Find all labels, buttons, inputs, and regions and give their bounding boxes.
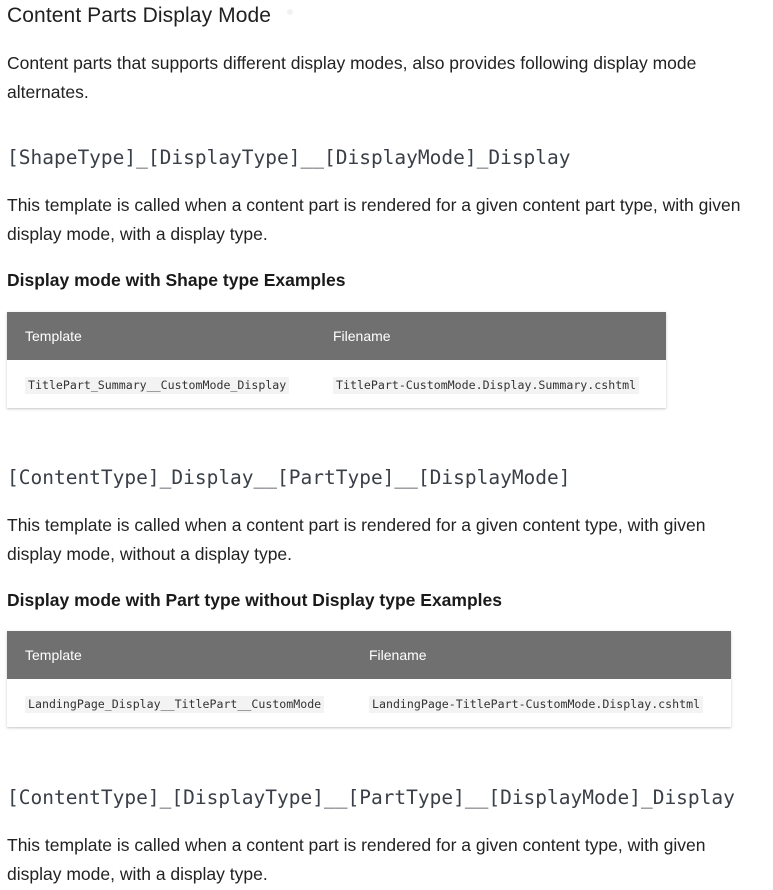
section-3-description: This template is called when a content part is rendered for a given content type, with given display mode, with a display type. [7,835,706,884]
column-header-template: Template [25,647,82,663]
heading-anchor-icon[interactable] [287,9,293,15]
section-2-examples-table [7,631,731,727]
template-cell: LandingPage_Display__TitlePart__CustomMode [25,696,324,713]
template-cell: TitlePart_Summary__CustomMode_Display [25,377,289,394]
column-header-filename: Filename [369,647,427,663]
section-1-description: This template is called when a content part is rendered for a given content part type, with given display mode, with a display type. [7,195,741,244]
section-1-examples-table [7,312,666,408]
intro-paragraph: Content parts that supports different display modes, also provides following display mode alternates. [7,53,697,102]
page-title: Content Parts Display Mode [7,4,272,27]
column-header-filename: Filename [333,328,391,344]
column-header-template: Template [25,328,82,344]
section-2-description: This template is called when a content part is rendered for a given content type, with given display mode, without a display type. [7,515,706,564]
table-header-row [7,312,666,360]
filename-cell: LandingPage-TitlePart-CustomMode.Display.cshtml [369,696,703,713]
section-1-heading: [ShapeType]_[DisplayType]__[DisplayMode]_Display [7,146,571,169]
section-1-examples-heading: Display mode with Shape type Examples [7,270,346,290]
table-header-row [7,631,731,679]
section-2-heading: [ContentType]_Display__[PartType]__[DisplayMode] [7,466,571,489]
section-2-examples-heading: Display mode with Part type without Display type Examples [7,590,502,610]
section-3-heading: [ContentType]_[DisplayType]__[PartType]__[DisplayMode]_Display [7,786,735,809]
table-row [7,679,731,727]
table-row [7,360,666,408]
filename-cell: TitlePart-CustomMode.Display.Summary.cshtml [333,377,639,394]
